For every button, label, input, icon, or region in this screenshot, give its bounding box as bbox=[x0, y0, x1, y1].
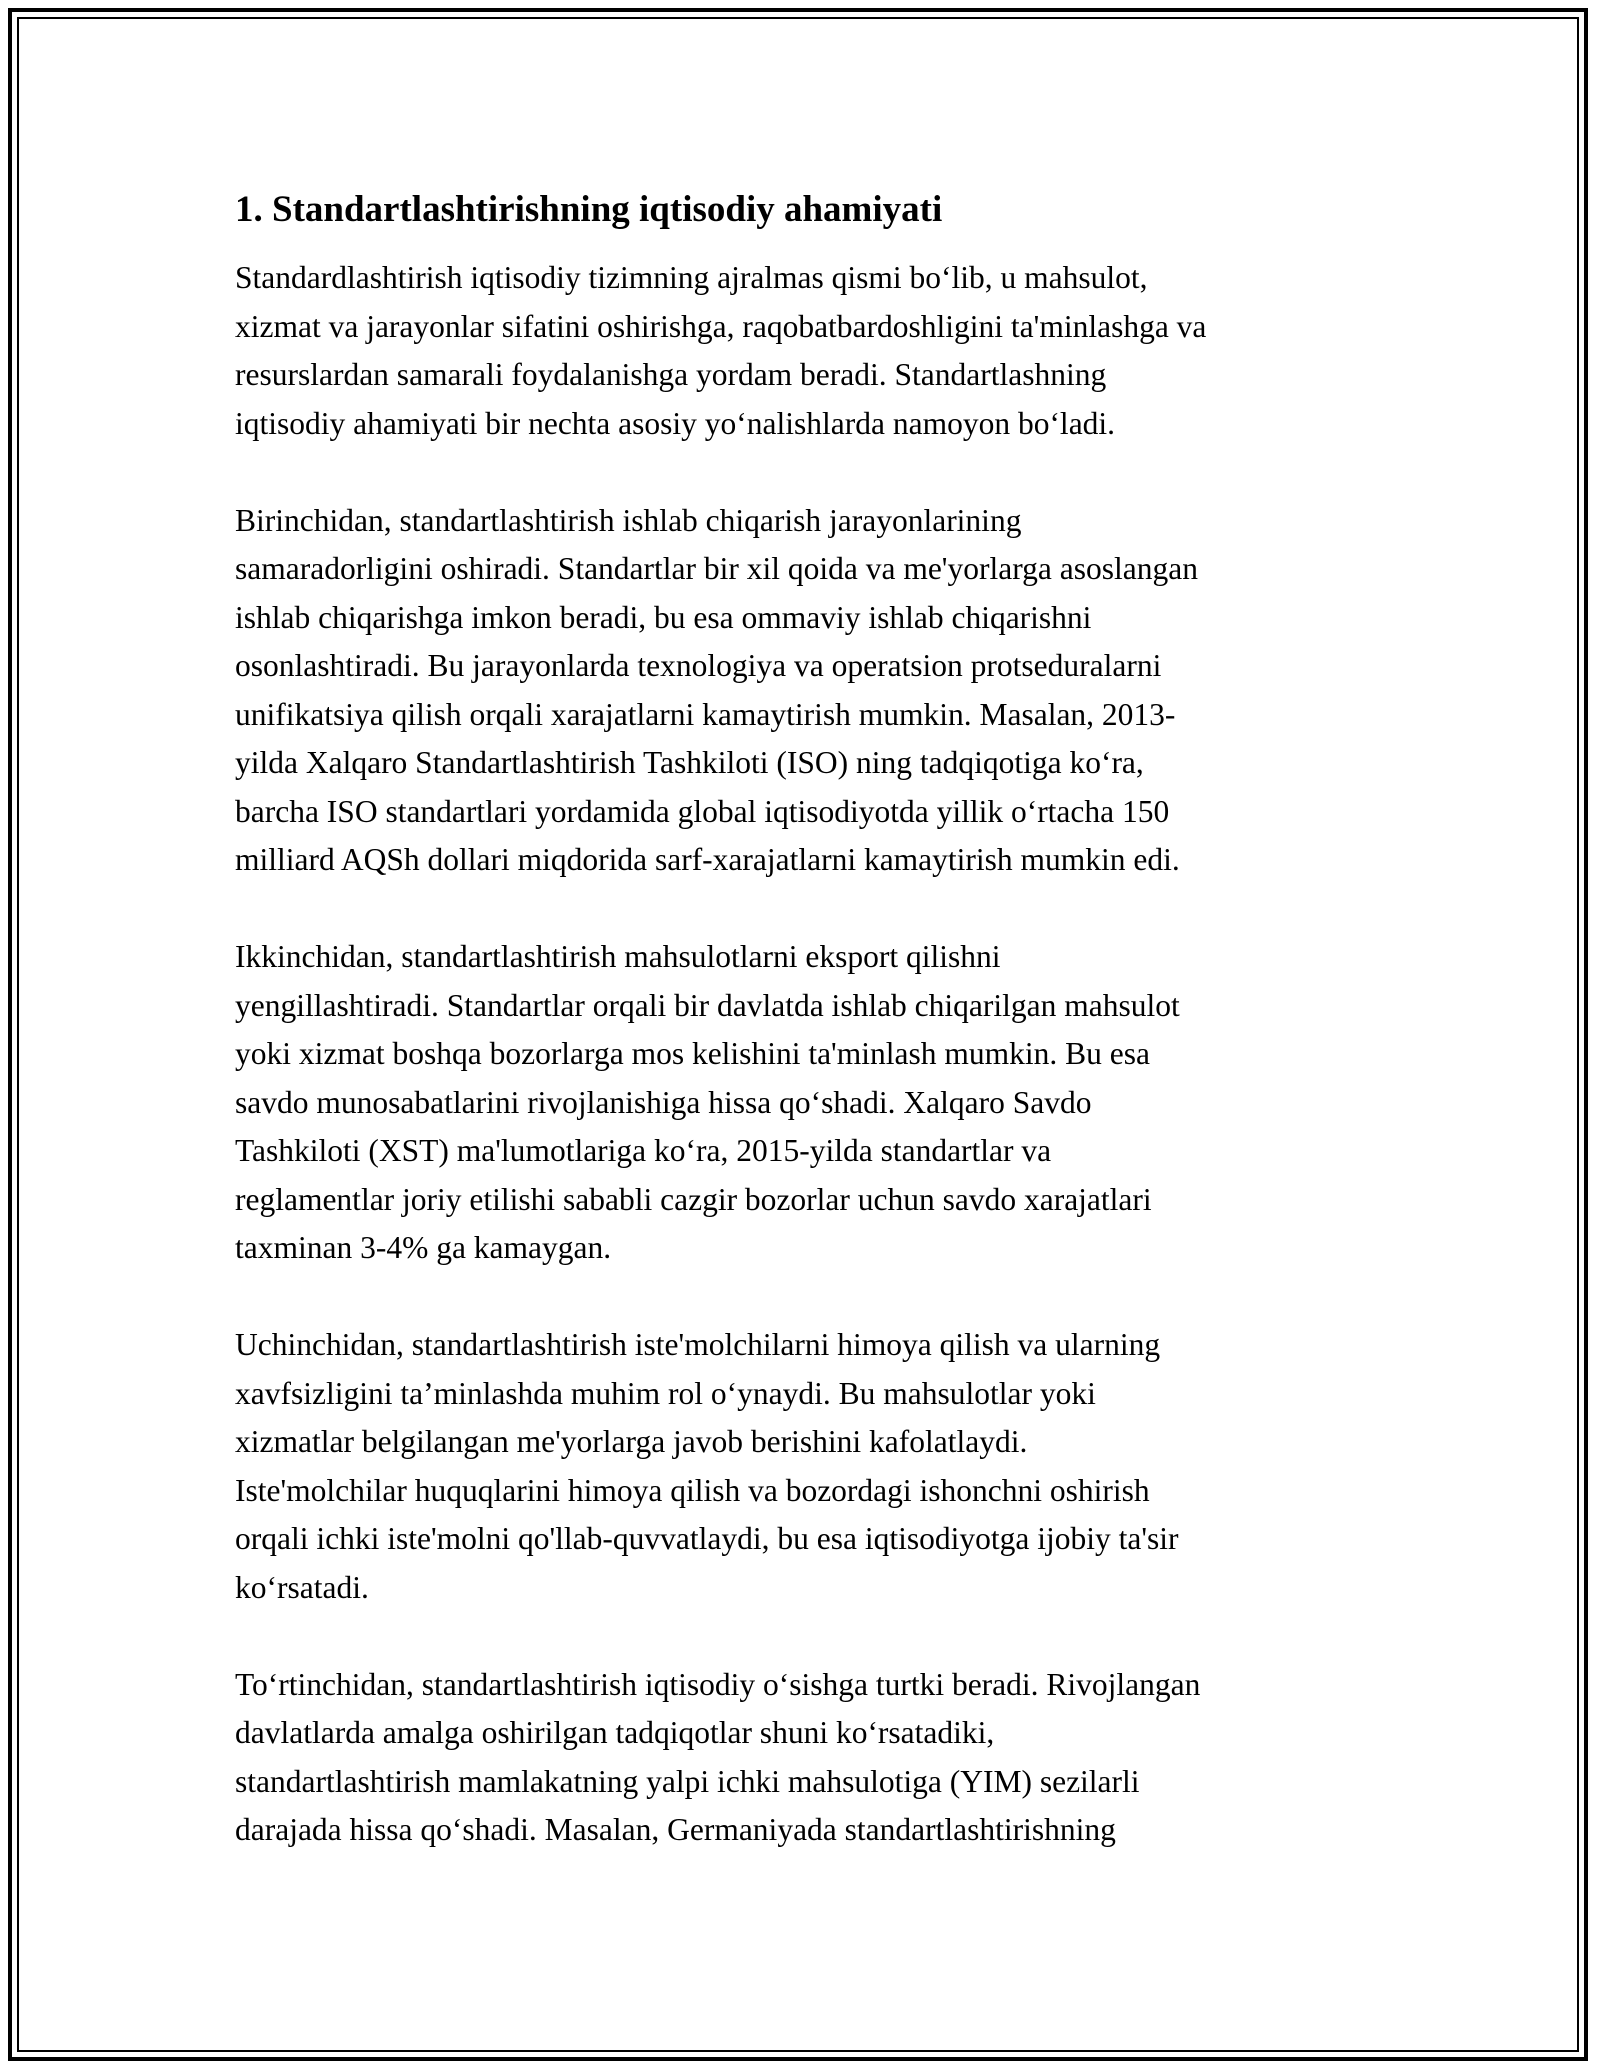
document-title: 1. Standartlashtirishning iqtisodiy ahamiyati bbox=[235, 189, 943, 230]
paragraph-first: Birinchidan, standartlashtirish ishlab chiqarish jarayonlarining samaradorligini oshiradi. Standartlar bir xil qoida va me'yorlarga asoslangan ishlab chiqarishga imkon beradi, bu esa ommaviy ishlab chiqarishni osonlashtiradi. Bu jarayonlarda texnologiya va operatsion protseduralarni unifikatsiya qilish orqali xarajatlarni kamaytirish mumkin. Masalan, 2013- yilda Xalqaro Standartlashtirish Tashkiloti (ISO) ning tadqiqotiga ko‘ra, barcha ISO standartlari yordamida global iqtisodiyotda yillik o‘rtacha 150 milliard AQSh dollari miqdorida sarf-xarajatlarni kamaytirish mumkin edi. bbox=[235, 502, 1198, 877]
paragraph-second: Ikkinchidan, standartlashtirish mahsulotlarni eksport qilishni yengillashtiradi. Standartlar orqali bir davlatda ishlab chiqarilgan mahsulot yoki xizmat boshqa bozorlarga mos kelishini ta'minlash mumkin. Bu esa savdo munosabatlarini rivojlanishiga hissa qo‘shadi. Xalqaro Savdo Tashkiloti (XST) ma'lumotlariga ko‘ra, 2015-yilda standartlar va reglamentlar joriy etilishi sababli cazgir bozorlar uchun savdo xarajatlari taxminan 3-4% ga kamaygan. bbox=[235, 939, 1180, 1265]
document-body bbox=[235, 186, 1375, 1903]
paragraph-third: Uchinchidan, standartlashtirish iste'molchilarni himoya qilish va ularning xavfsizligini ta’minlashda muhim rol o‘ynaydi. Bu mahsulotlar yoki xizmatlar belgilangan me'yorlarga javob berishini kafolatlaydi. Iste'molchilar huquqlarini himoya qilish va bozordagi ishonchni oshirish orqali ichki iste'molni qo'llab-quvvatlaydi, bu esa iqtisodiyotga ijobiy ta'sir ko‘rsatadi. bbox=[235, 1327, 1179, 1605]
paragraph-intro: Standardlashtirish iqtisodiy tizimning ajralmas qismi bo‘lib, u mahsulot, xizmat va jarayonlar sifatini oshirishga, raqobatbardoshligini ta'minlashga va resurslardan samarali foydalanishga yordam beradi. Standartlashning iqtisodiy ahamiyati bir nechta asosiy yo‘nalishlarda namoyon bo‘ladi. bbox=[235, 260, 1207, 441]
paragraph-fourth: To‘rtinchidan, standartlashtirish iqtisodiy o‘sishga turtki beradi. Rivojlangan davlatlarda amalga oshirilgan tadqiqotlar shuni ko‘rsatadiki, standartlashtirish mamlakatning yalpi ichki mahsulotiga (YIM) sezilarli darajada hissa qo‘shadi. Masalan, Germaniyada standartlashtirishning bbox=[235, 1666, 1201, 1847]
